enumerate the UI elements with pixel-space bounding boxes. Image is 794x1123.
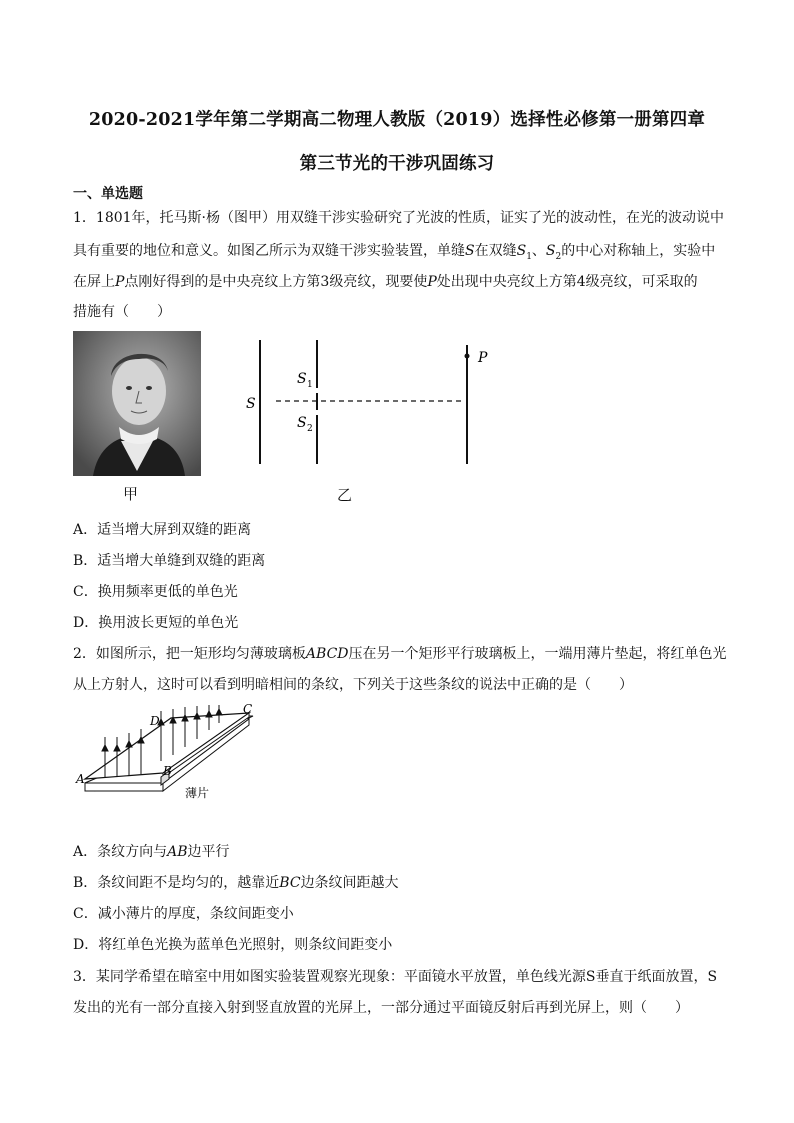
q1-option-c[interactable]: C．换用频率更低的单色光 [73,584,238,600]
q2-option-a[interactable]: A．条纹方向与AB边平行 [73,844,230,860]
q2-stem-line2: 从上方射人，这时可以看到明暗相间的条纹，下列关于这些条纹的说法中正确的是（ ） [73,677,633,693]
q1-option-b[interactable]: B．适当增大单缝到双缝的距离 [73,553,266,569]
bottom-plate-front [85,783,163,791]
portrait-drawing [73,331,201,476]
q1-stem-line4: 措施有（ ） [73,304,171,320]
label-p: P [478,350,488,366]
label-s1-sub: 1 [307,380,313,390]
label-s: S [246,396,256,412]
double-slit-diagram [240,340,510,470]
figure-caption-yi: 乙 [337,486,353,504]
thomas-young-portrait [73,331,201,476]
label-a: A [76,772,85,786]
label-s2-sub: 2 [307,424,313,434]
label-shim: 薄片 [185,786,210,800]
q1-option-d[interactable]: D．换用波长更短的单色光 [73,615,239,631]
q2-option-c[interactable]: C．减小薄片的厚度，条纹间距变小 [73,906,294,922]
q1-option-a[interactable]: A．适当增大屏到双缝的距离 [73,522,252,538]
page-title-line2: 第三节光的干涉巩固练习 [299,154,495,174]
label-c: C [243,703,253,716]
label-s1: S [297,371,307,387]
q3-stem-line2: 发出的光有一部分直接入射到竖直放置的光屏上，一部分通过平面镜反射后再到光屏上，则（ ） [73,1000,689,1016]
q2-stem-line1: 2．如图所示，把一矩形均匀薄玻璃板ABCD压在另一个矩形平行玻璃板上，一端用薄片垫起，将红单色光 [73,646,727,662]
q1-stem-line2: 具有重要的地位和意义。如图乙所示为双缝干涉实验装置，单缝S在双缝$S_1$、$S_2$的中心对称轴上，实验中 [73,243,716,262]
q1-stem-line1: 1．1801年，托马斯·杨（图甲）用双缝干涉实验研究了光波的性质，证实了光的波动性，在光的波动说中 [73,210,724,226]
glass-plate-diagram [73,703,268,803]
q3-stem-line1: 3．某同学希望在暗室中用如图实验装置观察光现象：平面镜水平放置，单色线光源S垂直于纸面放置，S [73,969,718,985]
point-p-marker [465,354,470,359]
q1-stem-line3: 在屏上P点刚好得到的是中央亮纹上方第3级亮纹，现要使P处出现中央亮纹上方第4级亮纹，可采取的 [73,274,698,290]
q2-option-b[interactable]: B．条纹间距不是均匀的，越靠近BC边条纹间距越大 [73,875,399,891]
section-heading: 一、单选题 [73,186,143,202]
q2-option-d[interactable]: D．将红单色光换为蓝单色光照射，则条纹间距变小 [73,937,393,953]
figure-caption-jia: 甲 [123,485,139,503]
label-s2: S [297,415,307,431]
page-title-line1: 2020-2021学年第二学期高二物理人教版（2019）选择性必修第一册第四章 [88,110,706,130]
label-b: B [163,764,172,778]
label-d: D [150,714,160,728]
